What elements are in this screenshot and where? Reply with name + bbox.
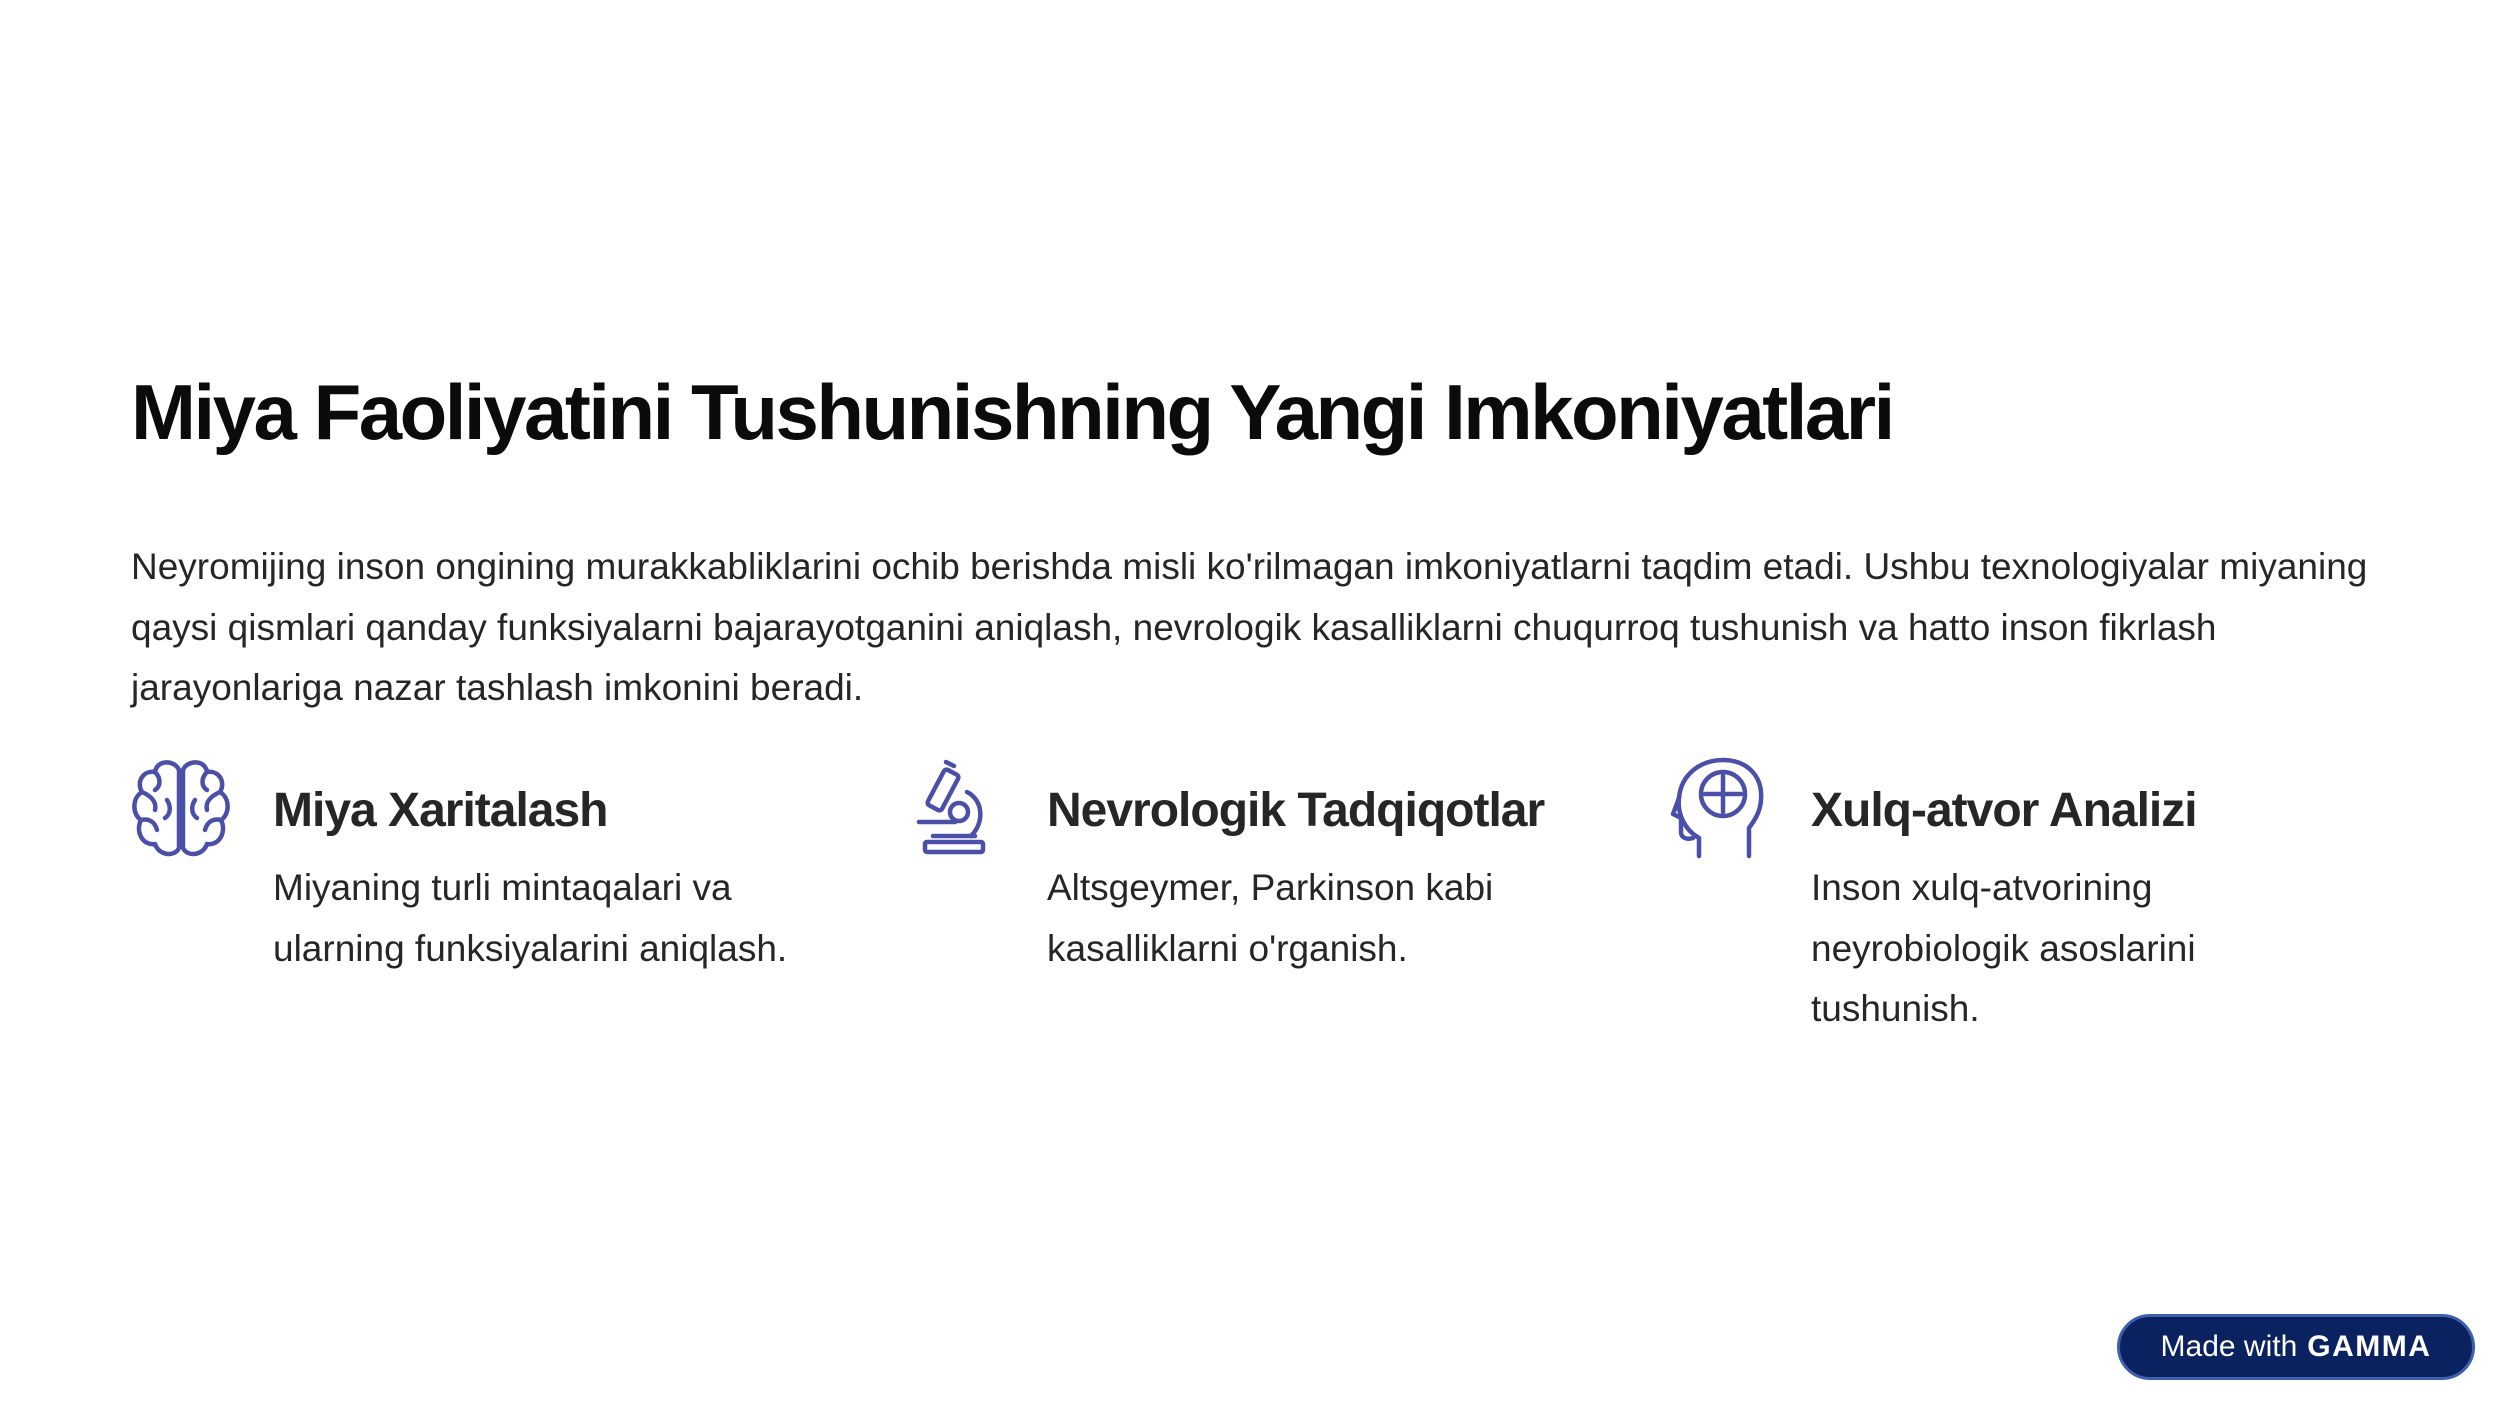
made-with-gamma-badge[interactable] bbox=[2117, 1314, 2475, 1380]
intro-paragraph: Neyromijing inson ongining murakkabliklarini ochib berishda misli ko'rilmagan imkoniyatlarni taqdim etadi. Ushbu texnologiyalar miyaning qaysi qismlari qanday funksiyalarni bajarayotganini aniqlash, nevrologik kasalliklarni chuqurroq tushunish va hatto inson fikrlash jarayonlariga nazar tashlash imkonini beradi. bbox=[131, 546, 2368, 708]
slide-title: Miya Faoliyatini Tushunishning Yangi Imkoniyatlari bbox=[131, 368, 1893, 456]
badge-made-with-label: Made with bbox=[2160, 1330, 2298, 1363]
feature-title: Miya Xaritalash bbox=[273, 784, 608, 837]
head-target-icon bbox=[1669, 756, 1769, 861]
microscope-icon bbox=[905, 756, 1005, 861]
brain-icon bbox=[131, 756, 231, 861]
feature-title: Xulq-atvor Analizi bbox=[1811, 784, 2197, 837]
gamma-logo-text: GAMMA bbox=[2307, 1330, 2432, 1363]
feature-description: Inson xulq-atvorining neyrobiologik asoslarini tushunish. bbox=[1811, 867, 2196, 1029]
feature-title: Nevrologik Tadqiqotlar bbox=[1047, 784, 1545, 837]
feature-description: Miyaning turli mintaqalari va ularning funksiyalarini aniqlash. bbox=[273, 867, 788, 969]
feature-description: Altsgeymer, Parkinson kabi kasalliklarni o'rganish. bbox=[1047, 867, 1494, 969]
